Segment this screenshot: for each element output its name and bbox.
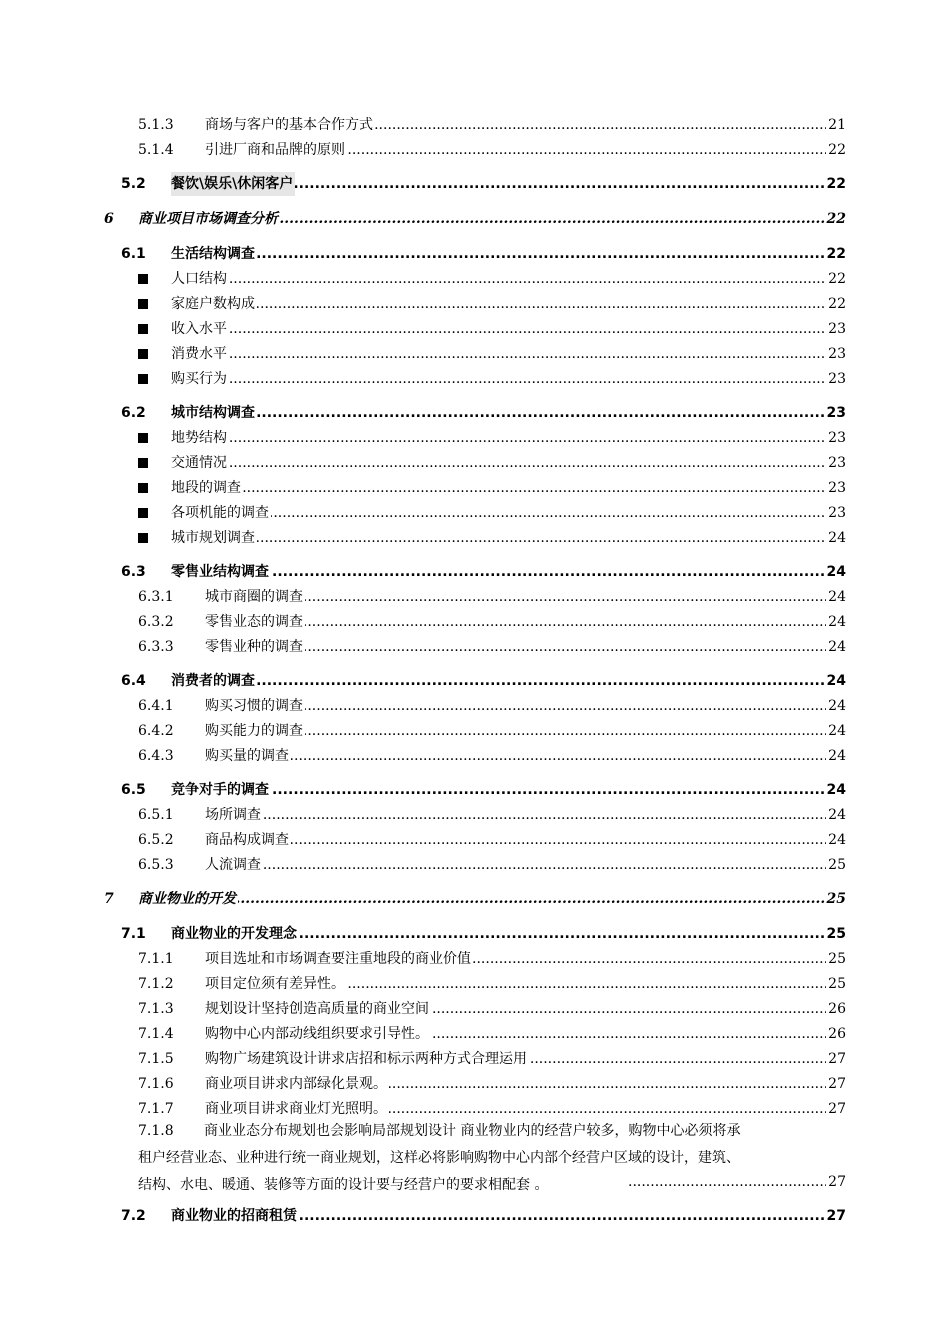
toc-number: 7.1.3 bbox=[138, 1001, 174, 1017]
toc-number: 6.3.2 bbox=[138, 614, 174, 630]
toc-entry[interactable] bbox=[0, 501, 950, 525]
leader-dots bbox=[171, 426, 832, 450]
toc-number: 7 bbox=[104, 891, 114, 907]
toc-entry[interactable] bbox=[0, 342, 950, 366]
leader-dots bbox=[171, 526, 832, 550]
toc-title: 场所调查 bbox=[205, 803, 263, 827]
toc-title-line: 租户经营业态、业种进行统一商业规划，这样必将影响购物中心内部个经营户区域的设计，建筑、 bbox=[138, 1150, 740, 1166]
toc-number: 6.4.3 bbox=[138, 748, 174, 764]
leader-dots bbox=[205, 744, 832, 768]
toc-page-number: 23 bbox=[826, 367, 846, 391]
toc-entry[interactable] bbox=[0, 526, 950, 550]
bullet-icon bbox=[138, 533, 148, 543]
toc-number: 6.5 bbox=[121, 782, 146, 798]
toc-entry[interactable] bbox=[0, 1204, 950, 1228]
toc-title: 商业项目讲求内部绿化景观。 bbox=[205, 1072, 389, 1096]
toc-entry[interactable] bbox=[0, 451, 950, 475]
toc-title: 竞争对手的调查 bbox=[171, 778, 271, 802]
toc-page-number: 22 bbox=[825, 207, 846, 231]
toc-entry[interactable] bbox=[0, 476, 950, 500]
bullet-icon bbox=[138, 433, 148, 443]
toc-title: 购买能力的调查 bbox=[205, 719, 305, 743]
toc-title: 引进厂商和品牌的原则 bbox=[205, 138, 347, 162]
toc-page-number: 22 bbox=[826, 138, 846, 162]
toc-title: 商业项目市场调查分析 bbox=[138, 207, 280, 231]
toc-entry[interactable] bbox=[0, 242, 950, 266]
toc-number: 7.1.4 bbox=[138, 1026, 174, 1042]
toc-page-number: 27 bbox=[826, 1047, 846, 1071]
toc-entry[interactable] bbox=[0, 610, 950, 634]
leader-dots bbox=[171, 367, 832, 391]
toc-page-number: 24 bbox=[826, 635, 846, 659]
toc-page-number: 22 bbox=[826, 267, 846, 291]
bullet-icon bbox=[138, 274, 148, 284]
toc-page-number: 24 bbox=[826, 526, 846, 550]
toc-entry[interactable] bbox=[0, 694, 950, 718]
toc-entry[interactable] bbox=[0, 207, 950, 231]
toc-number: 6.2 bbox=[121, 405, 146, 421]
toc-title: 各项机能的调查 bbox=[171, 501, 271, 525]
leader-dots bbox=[171, 342, 832, 366]
toc-page-number: 27 bbox=[826, 1170, 846, 1194]
toc-page-number: 24 bbox=[826, 719, 846, 743]
toc-page-number: 22 bbox=[825, 242, 846, 266]
toc-number: 7.2 bbox=[121, 1208, 146, 1224]
toc-number: 6.5.2 bbox=[138, 832, 174, 848]
toc-entry[interactable] bbox=[0, 585, 950, 609]
toc-entry[interactable] bbox=[0, 922, 950, 946]
toc-number: 6 bbox=[104, 211, 114, 227]
leader-dots bbox=[205, 803, 832, 827]
toc-entry[interactable] bbox=[0, 972, 950, 996]
toc-title: 零售业态的调查 bbox=[205, 610, 305, 634]
toc-title: 商业物业的开发 bbox=[138, 887, 238, 911]
toc-title: 商业物业的招商租赁 bbox=[171, 1204, 299, 1228]
toc-number: 6.4 bbox=[121, 673, 146, 689]
leader-dots bbox=[205, 828, 832, 852]
toc-entry[interactable] bbox=[0, 778, 950, 802]
bullet-icon bbox=[138, 483, 148, 493]
toc-number: 6.5.1 bbox=[138, 807, 174, 823]
toc-page-number: 24 bbox=[826, 828, 846, 852]
toc-title: 购买量的调查 bbox=[205, 744, 291, 768]
toc-entry[interactable] bbox=[0, 669, 950, 693]
toc-title: 购买习惯的调查 bbox=[205, 694, 305, 718]
toc-page-number: 23 bbox=[826, 476, 846, 500]
toc-entry[interactable] bbox=[0, 744, 950, 768]
toc-number: 5.2 bbox=[121, 176, 146, 192]
toc-number: 7.1.1 bbox=[138, 951, 174, 967]
toc-title: 人流调查 bbox=[205, 853, 263, 877]
toc-title: 人口结构 bbox=[171, 267, 229, 291]
toc-number: 6.4.2 bbox=[138, 723, 174, 739]
toc-title: 购物广场建筑设计讲求店招和标示两种方式合理运用 bbox=[205, 1047, 529, 1071]
toc-entry[interactable] bbox=[0, 803, 950, 827]
toc-page-number: 22 bbox=[825, 172, 846, 196]
toc-page-number: 23 bbox=[826, 342, 846, 366]
toc-title: 规划设计坚持创造高质量的商业空间 bbox=[205, 997, 431, 1021]
toc-number: 7.1.6 bbox=[138, 1076, 174, 1092]
toc-page-number: 24 bbox=[825, 778, 846, 802]
toc-title: 城市规划调查 bbox=[171, 526, 257, 550]
toc-page-number: 25 bbox=[826, 972, 846, 996]
toc-number: 7.1.5 bbox=[138, 1051, 174, 1067]
toc-page-number: 27 bbox=[825, 1204, 846, 1228]
toc-page-number: 25 bbox=[825, 887, 846, 911]
toc-title: 项目定位须有差异性。 bbox=[205, 972, 347, 996]
toc-title: 餐饮\娱乐\休闲客户 bbox=[171, 172, 295, 196]
toc-page-number: 24 bbox=[825, 560, 846, 584]
leader-dots bbox=[171, 317, 832, 341]
toc-entry[interactable] bbox=[0, 1047, 950, 1071]
toc-page-number: 24 bbox=[825, 669, 846, 693]
toc-number: 7.1.8 bbox=[138, 1123, 174, 1139]
toc-page-number: 23 bbox=[826, 317, 846, 341]
toc-page-number: 27 bbox=[826, 1097, 846, 1121]
toc-title: 购物中心内部动线组织要求引导性。 bbox=[205, 1022, 431, 1046]
leader-dots bbox=[171, 267, 832, 291]
toc-number: 7.1 bbox=[121, 926, 146, 942]
toc-entry[interactable] bbox=[0, 947, 950, 971]
bullet-icon bbox=[138, 374, 148, 384]
toc-page-number: 24 bbox=[826, 610, 846, 634]
toc-title: 生活结构调查 bbox=[171, 242, 257, 266]
toc-title: 消费者的调查 bbox=[171, 669, 257, 693]
toc-entry[interactable] bbox=[0, 113, 950, 137]
leader-dots bbox=[628, 1170, 828, 1194]
toc-title: 地势结构 bbox=[171, 426, 229, 450]
toc-page-number: 23 bbox=[826, 501, 846, 525]
toc-page-number: 22 bbox=[826, 292, 846, 316]
leader-dots bbox=[171, 476, 832, 500]
toc-entry[interactable] bbox=[0, 401, 950, 425]
bullet-icon bbox=[138, 458, 148, 468]
toc-number: 6.3 bbox=[121, 564, 146, 580]
toc-number: 6.3.3 bbox=[138, 639, 174, 655]
toc-entry[interactable] bbox=[0, 138, 950, 162]
toc-title: 购买行为 bbox=[171, 367, 229, 391]
toc-title: 商业物业的开发理念 bbox=[171, 922, 299, 946]
toc-title: 地段的调查 bbox=[171, 476, 243, 500]
toc-number: 5.1.4 bbox=[138, 142, 174, 158]
toc-entry[interactable] bbox=[0, 292, 950, 316]
toc-title: 消费水平 bbox=[171, 342, 229, 366]
toc-entry[interactable] bbox=[0, 828, 950, 852]
toc-title: 商品构成调查 bbox=[205, 828, 291, 852]
toc-entry[interactable] bbox=[0, 172, 950, 196]
toc-number: 7.1.7 bbox=[138, 1101, 174, 1117]
toc-page-number: 25 bbox=[826, 853, 846, 877]
toc-title: 项目选址和市场调查要注重地段的商业价值 bbox=[205, 947, 473, 971]
toc-page-number: 26 bbox=[826, 1022, 846, 1046]
toc-title: 商业项目讲求商业灯光照明。 bbox=[205, 1097, 389, 1121]
toc-page-number: 24 bbox=[826, 744, 846, 768]
paragraph-leader-row bbox=[0, 1170, 950, 1194]
toc-entry[interactable] bbox=[0, 887, 950, 911]
toc-page-number: 21 bbox=[826, 113, 846, 137]
toc-title: 商场与客户的基本合作方式 bbox=[205, 113, 375, 137]
toc-page-number: 25 bbox=[825, 922, 846, 946]
toc-entry[interactable] bbox=[0, 1022, 950, 1046]
toc-title-line: 商业业态分布规划也会影响局部规划设计 商业物业内的经营户较多，购物中心必须将承 bbox=[204, 1123, 741, 1139]
toc-page-number: 24 bbox=[826, 694, 846, 718]
toc-number: 5.1.3 bbox=[138, 117, 174, 133]
toc-page-number: 27 bbox=[826, 1072, 846, 1096]
toc-entry[interactable] bbox=[0, 853, 950, 877]
toc-page-number: 25 bbox=[826, 947, 846, 971]
leader-dots bbox=[171, 401, 832, 425]
toc-entry[interactable] bbox=[0, 1072, 950, 1096]
toc-page-number: 23 bbox=[825, 401, 846, 425]
bullet-icon bbox=[138, 349, 148, 359]
bullet-icon bbox=[138, 324, 148, 334]
leader-dots bbox=[205, 853, 832, 877]
toc-entry[interactable] bbox=[0, 997, 950, 1021]
toc-entry[interactable] bbox=[0, 426, 950, 450]
toc-page-number: 24 bbox=[826, 803, 846, 827]
leader-dots bbox=[171, 292, 832, 316]
toc-page-number: 26 bbox=[826, 997, 846, 1021]
toc-entry[interactable] bbox=[0, 367, 950, 391]
toc-entry[interactable] bbox=[0, 317, 950, 341]
leader-dots bbox=[138, 887, 832, 911]
leader-dots bbox=[171, 242, 832, 266]
toc-page-number: 23 bbox=[826, 451, 846, 475]
toc-number: 6.1 bbox=[121, 246, 146, 262]
toc-title: 收入水平 bbox=[171, 317, 229, 341]
bullet-icon bbox=[138, 299, 148, 309]
toc-title: 城市结构调查 bbox=[171, 401, 257, 425]
toc-number: 6.3.1 bbox=[138, 589, 174, 605]
toc-title: 零售业种的调查 bbox=[205, 635, 305, 659]
toc-title: 家庭户数构成 bbox=[171, 292, 257, 316]
leader-dots bbox=[171, 669, 832, 693]
toc-entry[interactable] bbox=[0, 560, 950, 584]
toc-page-number: 23 bbox=[826, 426, 846, 450]
toc-title-line: 结构、水电、暖通、装修等方面的设计要与经营户的要求相配套 。 bbox=[138, 1177, 549, 1193]
toc-page-number: 24 bbox=[826, 585, 846, 609]
toc-entry[interactable] bbox=[0, 719, 950, 743]
toc-title: 交通情况 bbox=[171, 451, 229, 475]
leader-dots bbox=[171, 451, 832, 475]
toc-entry[interactable] bbox=[0, 635, 950, 659]
toc-number: 7.1.2 bbox=[138, 976, 174, 992]
toc-title: 城市商圈的调查 bbox=[205, 585, 305, 609]
toc-entry[interactable] bbox=[0, 267, 950, 291]
toc-title: 零售业结构调查 bbox=[171, 560, 271, 584]
bullet-icon bbox=[138, 508, 148, 518]
toc-number: 6.4.1 bbox=[138, 698, 174, 714]
toc-number: 6.5.3 bbox=[138, 857, 174, 873]
